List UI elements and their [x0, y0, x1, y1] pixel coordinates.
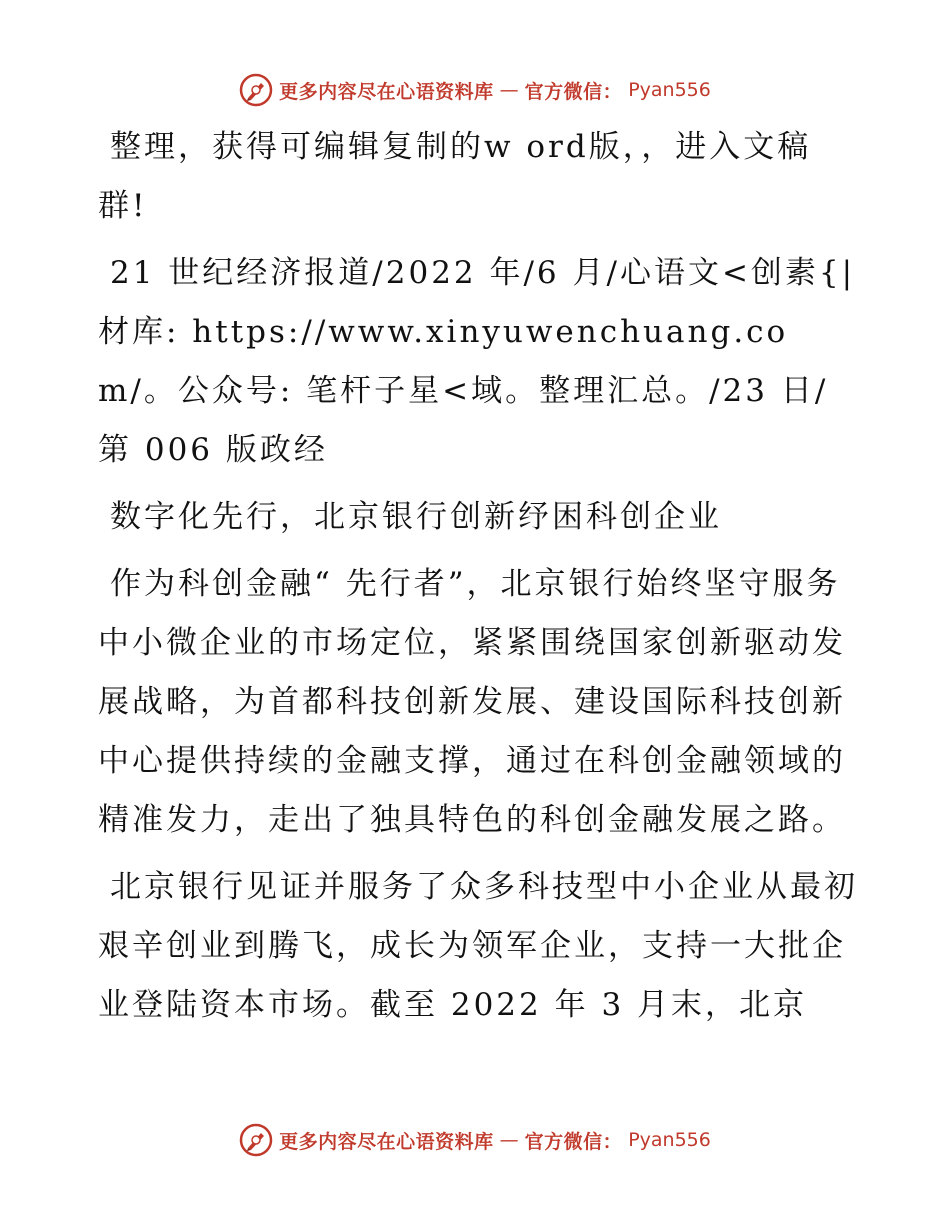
paragraph-intro: 整理，获得可编辑复制的w ord版，，进入文稿群!: [98, 129, 812, 224]
banner-site-text: 更多内容尽在心语资料库: [279, 1130, 494, 1153]
header-banner: [0, 70, 950, 110]
article-title: 数字化先行，北京银行创新纾困科创企业: [110, 499, 722, 535]
banner-wechat-id: Pyan556: [628, 79, 711, 101]
banner-separator: —: [499, 1129, 519, 1151]
paragraph-source: 21 世纪经济报道/2022 年/6 月/心语文<创素{|材库: https://www.xinyuwenchuang.com/。公众号: 笔杆子星<域。整理汇总。/23 日/第 006 版政经: [98, 255, 856, 468]
banner-wechat-label: 官方微信：: [524, 80, 623, 103]
footer-banner: [0, 1120, 950, 1160]
banner-site-text: 更多内容尽在心语资料库: [279, 80, 494, 103]
banner-separator: —: [499, 79, 519, 101]
banner-wechat-label: 官方微信：: [524, 1130, 623, 1153]
paragraph-body-1: 作为科创金融“ 先行者”，北京银行始终坚守服务中小微企业的市场定位，紧紧围绕国家创新驱动发展战略，为首都科技创新发展、建设国际科技创新中心提供持续的金融支撑，通过在科创金融领域的精准发力，走出了独具特色的科创金融发展之路。: [98, 566, 846, 838]
pen-logo-icon: [239, 73, 273, 107]
document-body: [98, 118, 858, 1043]
pen-logo-icon: [239, 1123, 273, 1157]
banner-wechat-id: Pyan556: [628, 1129, 711, 1151]
paragraph-body-2: 北京银行见证并服务了众多科技型中小企业从最初艰辛创业到腾飞，成长为领军企业，支持一大批企业登陆资本市场。截至 2022 年 3 月末，北京: [98, 869, 858, 1023]
